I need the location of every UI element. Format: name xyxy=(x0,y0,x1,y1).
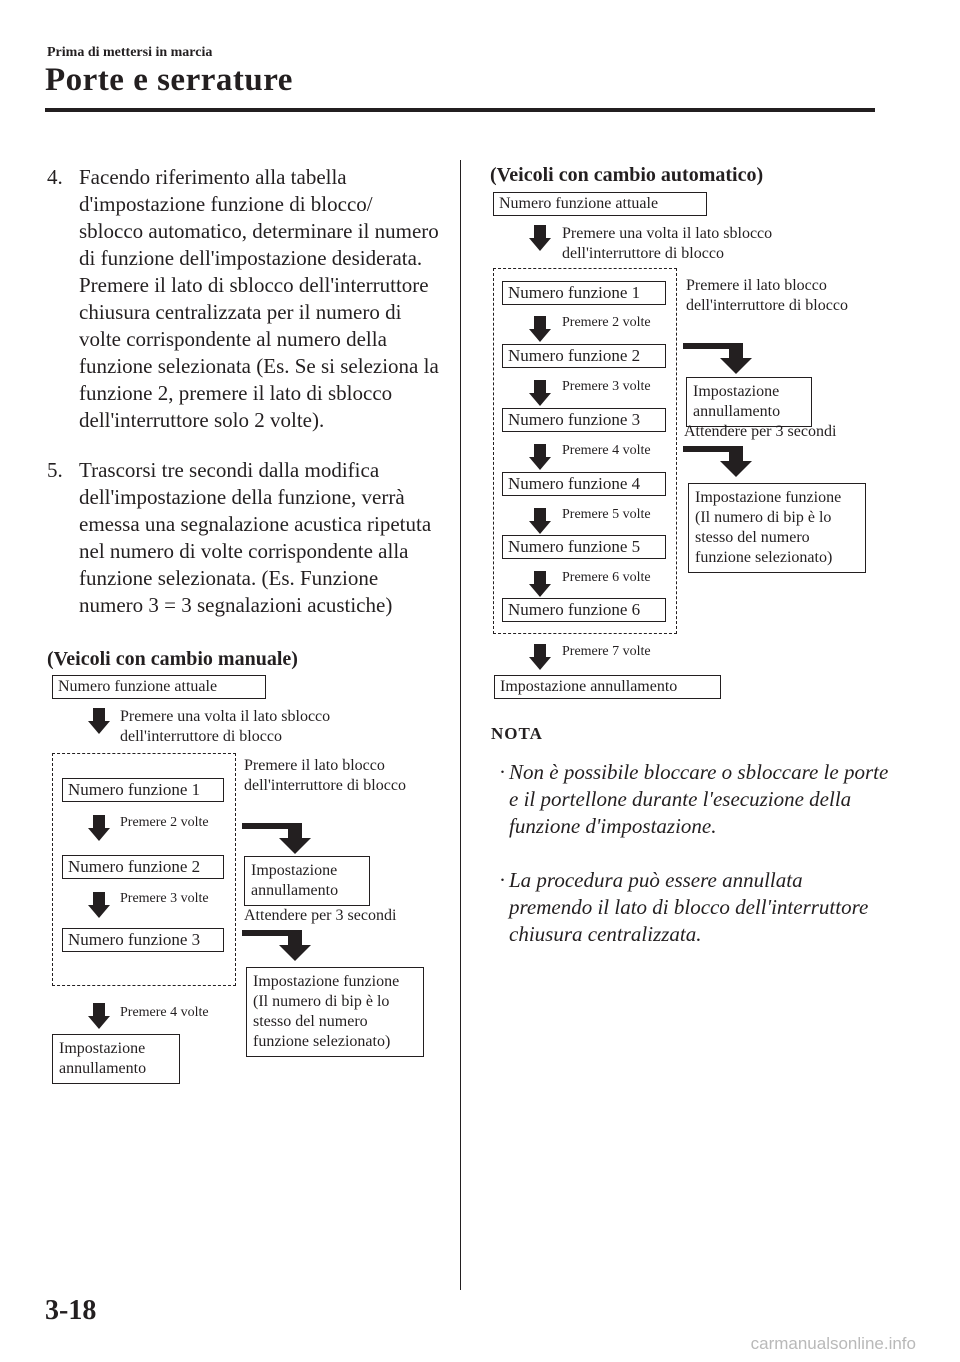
automatic-function-6: Numero funzione 6 xyxy=(502,598,666,622)
manual-function-2: Numero funzione 2 xyxy=(62,855,224,879)
step-number: 5. xyxy=(47,458,63,482)
arrow-down-icon xyxy=(88,708,110,734)
automatic-function-2: Numero funzione 2 xyxy=(502,344,666,368)
arrow-down-icon xyxy=(529,225,551,251)
column-divider xyxy=(460,160,461,1290)
automatic-press-6: Premere 6 volte xyxy=(562,570,651,585)
manual-press-4: Premere 4 volte xyxy=(120,1005,209,1020)
nota-item xyxy=(499,867,889,948)
bent-arrow-icon xyxy=(683,443,763,477)
automatic-function-1: Numero funzione 1 xyxy=(502,281,666,305)
manual-current-box: Numero funzione attuale xyxy=(52,675,266,699)
automatic-cancel-bottom-box: Impostazione annullamento xyxy=(494,675,721,699)
arrow-down-icon xyxy=(529,444,551,470)
step-5 xyxy=(47,457,447,647)
manual-press-once-note: Premere una volta il lato sblocco dell'interruttore di blocco xyxy=(120,708,331,745)
bent-arrow-icon xyxy=(683,340,763,374)
watermark: carmanualsonline.info xyxy=(750,1334,916,1353)
bent-arrow-icon xyxy=(242,927,322,961)
header-rule xyxy=(45,108,875,112)
manual-cancel-bottom-box: Impostazione annullamento xyxy=(52,1034,180,1084)
page-title: Porte e serrature xyxy=(45,62,293,98)
automatic-press-5: Premere 5 volte xyxy=(562,507,651,522)
automatic-set-box: Impostazione funzione (Il numero di bip è lo stesso del numero funzione selezionato) xyxy=(688,483,866,573)
manual-function-3: Numero funzione 3 xyxy=(62,928,224,952)
arrow-down-icon xyxy=(88,815,110,841)
manual-set-box: Impostazione funzione (Il numero di bip è lo stesso del numero funzione selezionato) xyxy=(246,967,424,1057)
manual-lock-side-note: Premere il lato blocco dell'interruttore di blocco xyxy=(244,757,406,794)
nota-item xyxy=(499,759,889,840)
arrow-down-icon xyxy=(88,1003,110,1029)
automatic-current-box: Numero funzione attuale xyxy=(493,192,707,216)
nota-item-text: Non è possibile bloccare o sbloccare le porte e il portellone durante l'esecuzione della funzione d'impostazione. xyxy=(509,760,889,838)
manual-wait-note: Attendere per 3 secondi xyxy=(244,907,397,924)
automatic-wait-note: Attendere per 3 secondi xyxy=(684,423,837,440)
manual-function-1: Numero funzione 1 xyxy=(62,778,224,802)
manual-cancel-box: Impostazione annullamento xyxy=(244,856,370,906)
automatic-function-4: Numero funzione 4 xyxy=(502,472,666,496)
arrow-down-icon xyxy=(529,380,551,406)
step-4 xyxy=(47,164,447,464)
manual-press-3: Premere 3 volte xyxy=(120,891,209,906)
automatic-press-4: Premere 4 volte xyxy=(562,443,651,458)
automatic-cancel-box: Impostazione annullamento xyxy=(686,377,812,427)
step-text: Trascorsi tre secondi dalla modifica dell'impostazione della funzione, verrà emessa una segnalazione acustica ripetuta nel numero di volte corrispondente alla funzione selezionata. (Es. Funzione numero 3 = 3 segnalazioni acustiche) xyxy=(79,458,432,617)
automatic-lock-side-note: Premere il lato blocco dell'interruttore di blocco xyxy=(686,277,848,314)
nota-label: NOTA xyxy=(491,724,543,743)
automatic-function-5: Numero funzione 5 xyxy=(502,535,666,559)
step-text: Facendo riferimento alla tabella d'impostazione funzione di blocco/ sblocco automatico, determinare il numero di funzione dell'impostazione desiderata. Premere il lato di sblocco dell'interruttore chiusura centralizzata per il numero di volte corrispondente al numero della funzione selezionata (Es. Se si seleziona la funzione 2, premere il lato di sblocco dell'interruttore solo 2 volte). xyxy=(79,165,439,432)
automatic-function-3: Numero funzione 3 xyxy=(502,408,666,432)
bent-arrow-icon xyxy=(242,820,322,854)
automatic-press-3: Premere 3 volte xyxy=(562,379,651,394)
manual-press-2: Premere 2 volte xyxy=(120,815,209,830)
arrow-down-icon xyxy=(529,508,551,534)
automatic-press-2: Premere 2 volte xyxy=(562,315,651,330)
automatic-press-once-note: Premere una volta il lato sblocco dell'interruttore di blocco xyxy=(562,225,773,262)
manual-heading: (Veicoli con cambio manuale) xyxy=(47,648,298,670)
arrow-down-icon xyxy=(529,571,551,597)
section-label: Prima di mettersi in marcia xyxy=(47,45,213,60)
nota-item-text: La procedura può essere annullata premendo il lato di blocco dell'interruttore chiusura centralizzata. xyxy=(509,868,869,946)
step-number: 4. xyxy=(47,165,63,189)
page-number: 3-18 xyxy=(45,1295,97,1326)
bullet-icon: · xyxy=(499,868,506,892)
automatic-heading: (Veicoli con cambio automatico) xyxy=(490,164,764,186)
arrow-down-icon xyxy=(529,316,551,342)
arrow-down-icon xyxy=(88,892,110,918)
automatic-press-7: Premere 7 volte xyxy=(562,644,651,659)
bullet-icon: · xyxy=(499,760,506,784)
arrow-down-icon xyxy=(529,644,551,670)
